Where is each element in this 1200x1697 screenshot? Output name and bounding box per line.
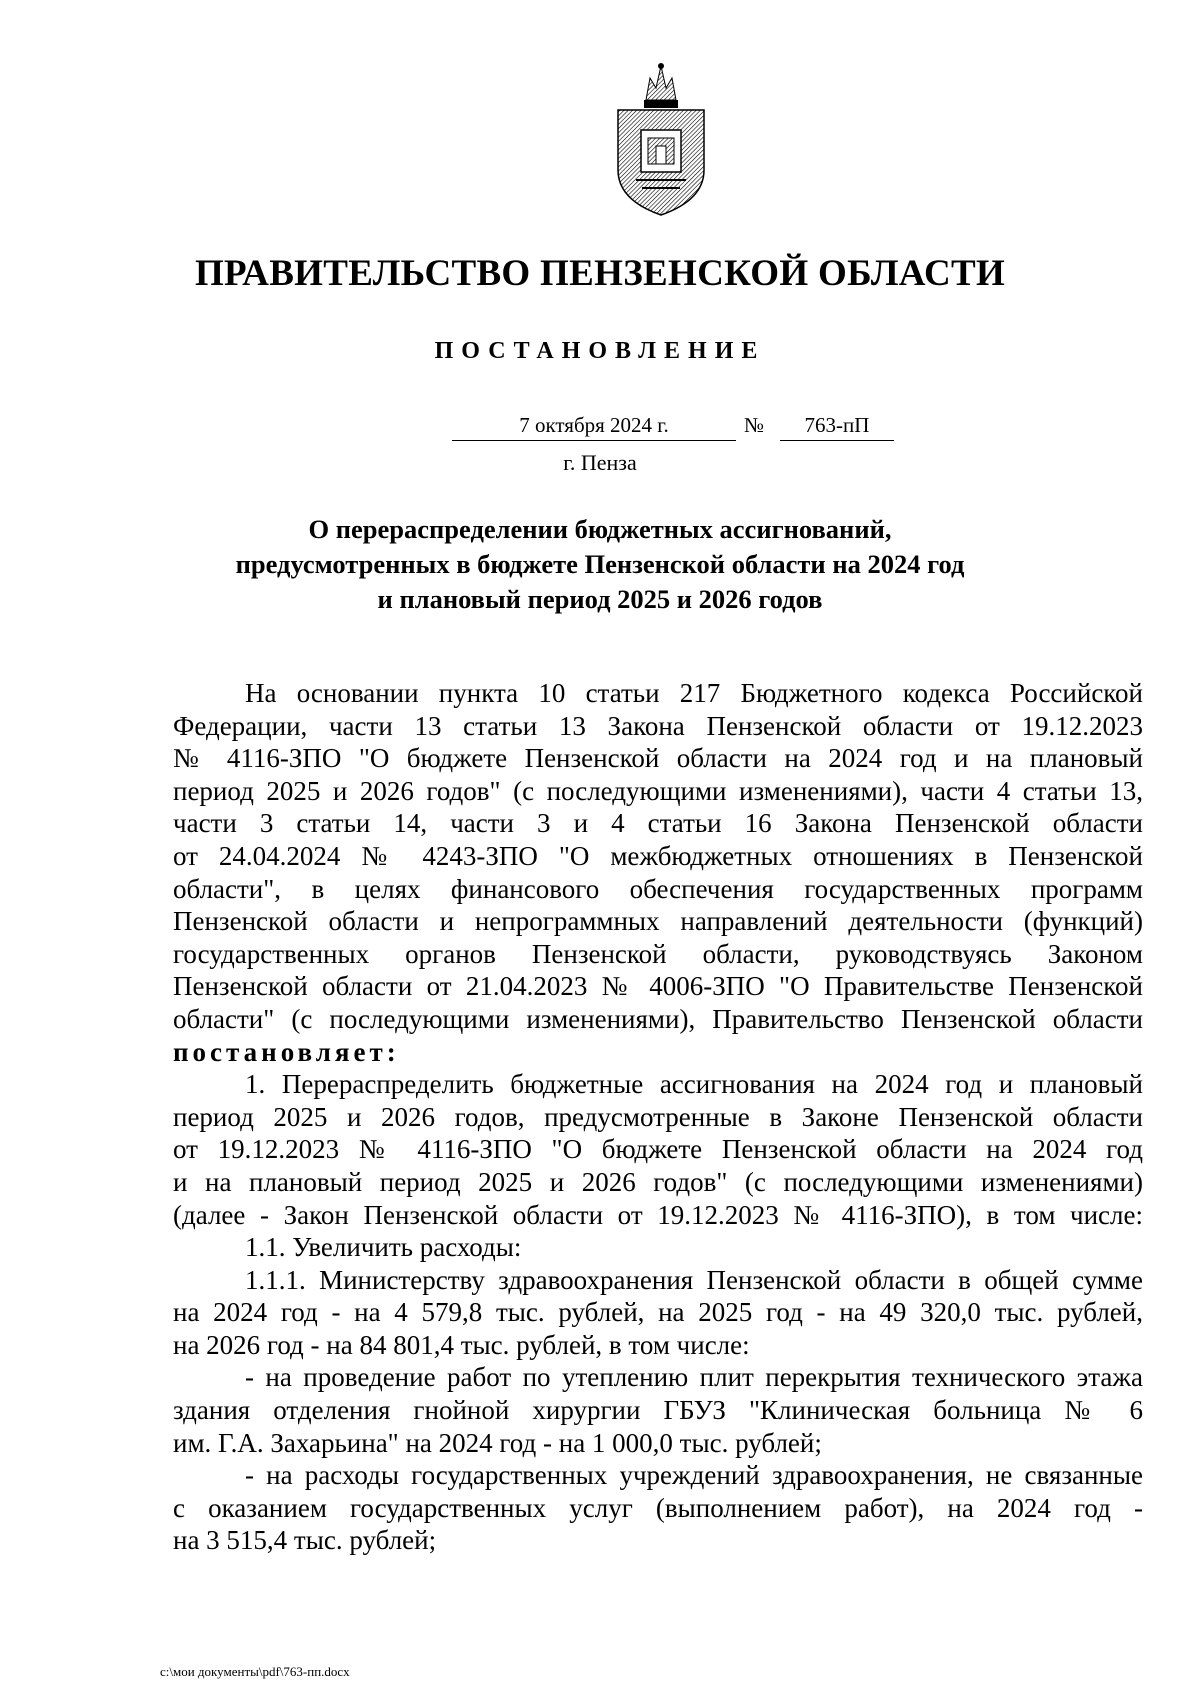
body-line: от 19.12.2023 № 4116-ЗПО "О бюджете Пензенской области на 2024 год <box>173 1134 1143 1165</box>
body-line: с оказанием государственных услуг (выполнением работ), на 2024 год - <box>173 1492 1143 1523</box>
body-line: здания отделения гнойной хирургии ГБУЗ "Клиническая больница № 6 <box>173 1395 1143 1426</box>
document-type: ПОСТАНОВЛЕНИЕ <box>434 338 766 364</box>
document-number: 763-пП <box>780 410 894 441</box>
body-line: на 2026 год - на 84 801,4 тыс. рублей, в том числе: <box>173 1329 750 1360</box>
body-line: области" (с последующими изменениями), Правительство Пензенской области <box>173 1003 1143 1034</box>
coat-of-arms-icon <box>606 60 716 220</box>
body-line: на 3 515,4 тыс. рублей; <box>173 1525 437 1556</box>
body-line: части 3 статьи 14, части 3 и 4 статьи 16 Закона Пензенской области <box>173 808 1143 839</box>
body-line: им. Г.А. Захарьина" на 2024 год - на 1 000,0 тыс. рублей; <box>173 1427 822 1458</box>
body-line: и на плановый период 2025 и 2026 годов" (с последующими изменениями) <box>173 1166 1143 1197</box>
body-line: на 2024 год - на 4 579,8 тыс. рублей, на 2025 год - на 49 320,0 тыс. рублей, <box>173 1297 1143 1328</box>
subject-line: предусмотренных в бюджете Пензенской области на 2024 год <box>235 549 965 579</box>
body-line: период 2025 и 2026 годов" (с последующими изменениями), части 4 статьи 13, <box>173 775 1143 806</box>
body-line: (далее - Закон Пензенской области от 19.12.2023 № 4116-ЗПО), в том числе: <box>173 1199 1143 1230</box>
body-line: Федерации, части 13 статьи 13 Закона Пензенской области от 19.12.2023 <box>173 710 1143 741</box>
body-line: от 24.04.2024 № 4243-ЗПО "О межбюджетных отношениях в Пензенской <box>173 840 1143 871</box>
subject-line: и плановый период 2025 и 2026 годов <box>377 584 823 614</box>
body-line: № 4116-ЗПО "О бюджете Пензенской области на 2024 год и на плановый <box>173 743 1143 774</box>
organization-title: ПРАВИТЕЛЬСТВО ПЕНЗЕНСКОЙ ОБЛАСТИ <box>194 253 1006 294</box>
body-line: - на проведение работ по утеплению плит перекрытия технического этажа <box>245 1362 1143 1393</box>
body-line: 1. Перераспределить бюджетные ассигнования на 2024 год и плановый <box>245 1069 1143 1100</box>
body-line: Пензенской области от 21.04.2023 № 4006-ЗПО "О Правительстве Пензенской <box>173 971 1143 1002</box>
body-line: На основании пункта 10 статьи 217 Бюджетного кодекса Российской <box>245 678 1143 708</box>
document-subject <box>160 512 1040 617</box>
number-sign: № <box>744 413 765 437</box>
city: г. Пенза <box>563 450 637 475</box>
subject-line: О перераспределении бюджетных ассигнований, <box>308 514 892 544</box>
body-line: государственных органов Пензенской области, руководствуясь Законом <box>173 938 1143 969</box>
body-line: области", в целях финансового обеспечения государственных программ <box>173 873 1143 904</box>
file-path-footer: c:\мои документы\pdf\763-пп.docx <box>160 1664 350 1679</box>
resolution-word: постановляет: <box>173 1036 400 1067</box>
body-line: 1.1. Увеличить расходы: <box>245 1232 522 1263</box>
document-date: 7 октября 2024 г. <box>452 410 736 441</box>
body-line: 1.1.1. Министерству здравоохранения Пензенской области в общей сумме <box>245 1264 1143 1295</box>
body-line: период 2025 и 2026 годов, предусмотренные в Законе Пензенской области <box>173 1101 1143 1132</box>
body-line: - на расходы государственных учреждений здравоохранения, не связанные <box>245 1460 1143 1491</box>
document-body <box>173 677 1143 1557</box>
body-line: Пензенской области и непрограммных направлений деятельности (функций) <box>173 906 1143 937</box>
